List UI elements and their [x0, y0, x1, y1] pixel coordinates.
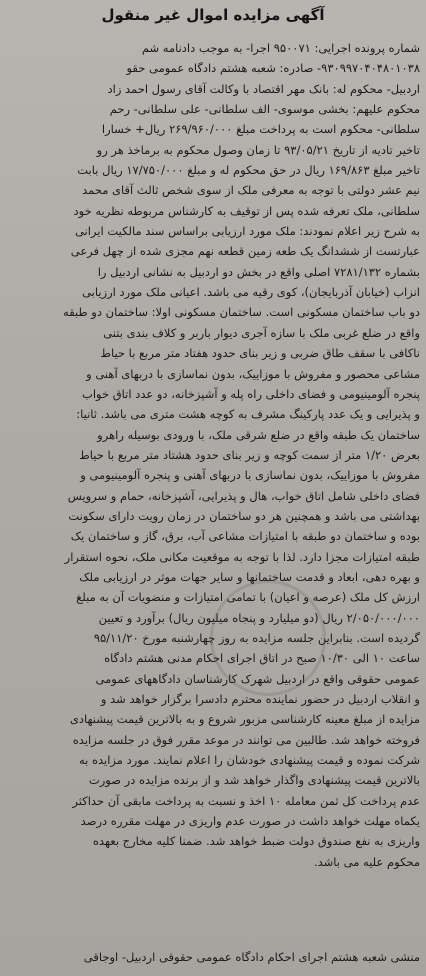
notice-line: ساختمان یک طبقه واقع در ضلع شرقی ملک، با ورودی بوسیله راهرو [97, 427, 420, 442]
notice-line: واریزی به نفع صندوق دولت ضبط خواهد شد. ضمنا کلیه مخارج بعهده [92, 834, 420, 849]
notice-line: بعرض ۱/۲۰ متر از سمت کوچه و زیر بنای حدود هشتاد متر مربع با حیاط [79, 447, 420, 462]
notice-line: تاخیر تادیه از تاریخ ۹۳/۰۵/۲۱ تا زمان وصول محکوم به برماخذ هر رو [96, 142, 420, 157]
notice-line: ارزش کل ملک (عرصه و اعیان) با تمامی امتیازات و منضویات آن به مبلغ [76, 590, 420, 605]
notice-line: بهداشتی می باشد و همچنین هر دو ساختمان در زمان رویت دارای سکونت [68, 508, 420, 523]
notice-line: سلطانی، ملک تعرفه شده پس از توقیف به کارشناس مربوطه نظریه خود [73, 203, 420, 218]
notice-line: یکماه مهلت خواهد داشت در صورت عدم واریزی در مهلت مقرره درصد [80, 814, 420, 829]
notice-line: سلطانی- محکوم است به پرداخت مبلغ ۲۶۹/۹۶۰/۰۰۰ ریال+ خسارا [101, 122, 420, 137]
notice-line: بوده و ساختمان دو طبقه با امتیازات مشاعی آب، برق، گاز و ساختمان یک [70, 529, 420, 544]
notice-line: ناکافی با سقف طاق ضربی و زیر بنای حدود هفتاد متر مربع با حیاط [100, 346, 420, 361]
notice-title: آگهی مزایده اموال غیر منقول [101, 6, 325, 24]
notice-line: شرکت نموده و قیمت پیشنهادی خودشان را اعلام نمایند. مورد مزایده به [78, 753, 420, 768]
notice-line: فروخته خواهد شد. طالبین می توانند در موعد مقرر فوق در جلسه مزایده [72, 732, 420, 747]
notice-line: نیم عشر دولتی با توجه به معرفی ملک از سوی شخص ثالث آقای محمد [82, 183, 420, 198]
notice-line: مشاعی محصور و مفروش با موزاییک، بدون نماسازی با دربهای آهنی و [86, 366, 420, 381]
notice-line: و انقلاب اردبیل در حضور نماینده محترم دادسرا برگزار خواهد شد و [100, 692, 420, 706]
notice-line: و پذیرایی و یک عدد پارکینگ مشرف به کوچه هشت متری می باشد. ثانیا: [76, 407, 420, 422]
notice-line: پنجره آلومینیومی و فضای داخلی راه پله و آشپزخانه، دو عدد اتاق خواب [82, 386, 420, 401]
notice-line: عدم پرداخت کل ثمن معامله ۱۰ اخذ و نسبت به پرداخت مابقی آن حداکثر [72, 793, 420, 808]
notice-signature: منشی شعبه هشتم اجرای احکام دادگاه عمومی حقوقی اردبیل- اوجاقی [83, 950, 420, 964]
notice-line: بشماره ۷۲۸۱/۱۳۲ اصلی واقع در بخش دو اردبیل به نشانی اردبیل را [97, 264, 420, 279]
notice-line: عمومی حقوقی واقع در اردبیل شهرک کارشناسان دادگاههای عمومی [95, 671, 420, 686]
notice-line: بالاترین قیمت پیشنهادی واگذار خواهد شد و از برنده مزایده در صورت [88, 773, 420, 788]
notice-line: انزاب (خیابان آذربایجان)، کوی رقیه می باشد. اعیانی ملک مورد ارزیابی [82, 285, 420, 300]
notice-line: شماره پرونده اجرایی: ۹۵۰۰۷۱ اجرا- به موجب دادنامه شم [141, 41, 420, 55]
notice-line: عبارتست از ششدانگ یک طعه زمین قطعه نهم مجزی شده از چهل فرعی [70, 244, 420, 259]
notice-line: مفروش با موزاییک، بدون نماسازی با دربهای آهنی و پنجره آلومینیومی و [80, 468, 420, 483]
notice-line: طبقه امتیازات مجزا دارد. لذا با توجه به موقعیت مکانی ملک، نحوه استقرار [64, 549, 420, 564]
notice-line: دو باب ساختمان مسکونی است. ساختمان مسکونی اولا: ساختمان دو طبقه [63, 305, 420, 320]
notice-line: واقع در ضلع غربی ملک با سازه آجری دیوار باربر و کلاف بندی بتنی [103, 325, 420, 340]
notice-line: به شرح زیر اعلام نمودند: ملک مورد ارزیابی براساس سند مالکیت ایرانی [74, 224, 420, 239]
notice-line: گردیده است. بنابراین جلسه مزایده به روز چهارشنبه مورخ ۹۵/۱۱/۲۰ [93, 630, 420, 645]
notice-line: ۲/۰۵۰/۰۰۰/۰۰۰ ریال (دو میلیارد و پنجاه میلیون ریال) برآورد و تعیین [98, 610, 420, 625]
notice-line: فضای داخلی شامل اتاق خواب، هال و پذیرایی، آشپزخانه، حمام و سرویس [67, 488, 420, 503]
notice-line: ۹۳۰۹۹۷۰۴۰۴۸۰۱۰۳۸- صادره: شعبه هشتم دادگاه عمومی حقو [126, 61, 420, 76]
notice-line: و بهره دهی، ابعاد و قدمت ساختمانها و سایر جهات موثر در ارزیابی ملک [79, 569, 420, 584]
notice-line: اردبیل- محکوم له: بانک مهر اقتصاد با وکالت آقای رسول احمد زاد [107, 81, 420, 96]
notice-line: محکوم علیهم: بخشی موسوی- الف سلطانی- علی سلطانی- رحم [109, 102, 420, 117]
notice-line: تاخیر مبلغ ۱۶۹/۸۶۳ ریال در حق محکوم له و مبلغ ۱۷/۷۵۰/۰۰۰ ریال بابت [77, 163, 420, 178]
notice-body [0, 38, 420, 872]
notice-line: محکوم علیه می باشد. [313, 854, 420, 869]
notice-line: ساعت ۱۰ الی ۱۰/۳۰ صبح در اتاق اجرای احکام مدنی هشتم دادگاه [104, 651, 420, 666]
notice-line: مزایده از مبلغ معینه کارشناسی مزبور شروع و به بالاترین قیمت پیشنهادی [69, 712, 420, 727]
